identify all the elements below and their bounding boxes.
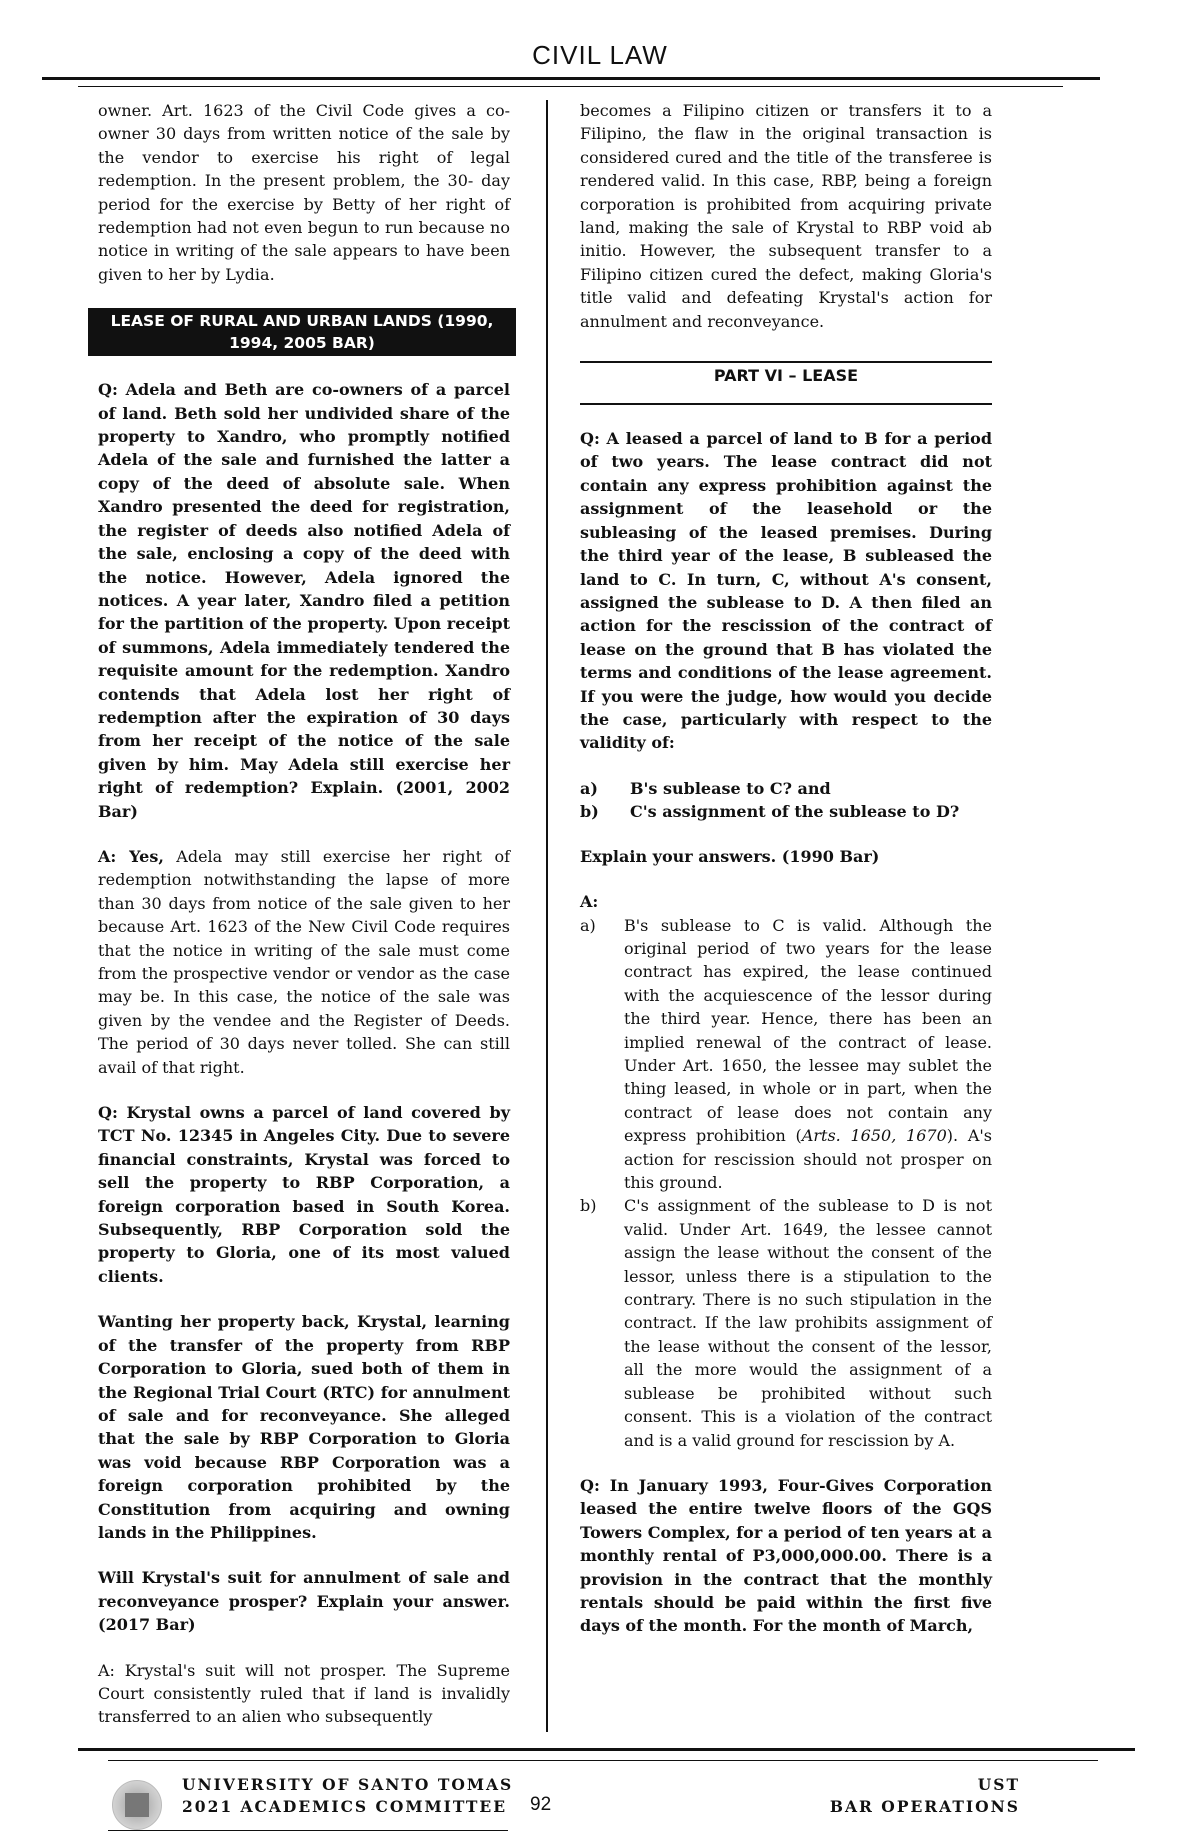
question-lease: Q: A leased a parcel of land to B for a period of two years. The lease contract did not contain any express prohibition against the assignment of the leasehold or the subleasing of the leased premises. During the third year of the lease, B subleased the land to C. In turn, C, without A's consent, assigned the sublease to D. A then filed an action for the rescission of the contract of lease on the ground that B has violated the terms and conditions of the lease agreement. If you were the judge, how would you decide the case, particularly with respect to the validity of: bbox=[580, 429, 992, 753]
question-krystal-allegation: Wanting her property back, Krystal, learning of the transfer of the property from RBP Corporation to Gloria, sued both of them in the Regional Trial Court (RTC) for annulment of sale and for reconveyance. She alleged that the sale by RBP Corporation to Gloria was void because RBP Corporation was a foreign corporation prohibited by the Constitution from acquiring and owning lands in the Philippines. bbox=[98, 1312, 510, 1542]
answer-krystal: A: Krystal's suit will not prosper. The Supreme Court consistently ruled that if land is invalidly transferred to an alien who subsequently bbox=[98, 1660, 510, 1727]
footer-rule-bottom bbox=[108, 1830, 508, 1831]
part-title: PART VI – LEASE bbox=[580, 361, 992, 405]
question-four-gives: Q: In January 1993, Four-Gives Corporation leased the entire twelve floors of the GQS Towers Complex, for a period of ten years at a monthly rental of P3,000,000.00. There is a provision in the contract that the monthly rentals should be paid within the first five days of the month. For the month of March, bbox=[580, 1475, 992, 1636]
header-rule bbox=[42, 77, 1100, 80]
header-rule-thin bbox=[78, 86, 1063, 87]
citation: Arts. 1650, 1670 bbox=[801, 1126, 947, 1146]
sub-question: b) C's assignment of the sublease to D? bbox=[580, 801, 960, 821]
sub-questions bbox=[580, 777, 992, 823]
section-banner: LEASE OF RURAL AND URBAN LANDS (1990, 1994, 2005 BAR) bbox=[88, 308, 516, 356]
page-number: 92 bbox=[530, 1794, 552, 1815]
answer-lead: A: Yes, bbox=[98, 846, 164, 866]
page-header-title: CIVIL LAW bbox=[532, 40, 668, 70]
question-krystal-ask: Will Krystal's suit for annulment of sale and reconveyance prosper? Explain your answer. (2017 Bar) bbox=[98, 1568, 510, 1635]
column-divider bbox=[546, 100, 548, 1732]
explain-line: Explain your answers. (1990 Bar) bbox=[580, 846, 880, 866]
footer-rule-thin bbox=[108, 1760, 1098, 1761]
question-krystal-facts: Q: Krystal owns a parcel of land covered by TCT No. 12345 in Angeles City. Due to severe financial constraints, Krystal was forced to sell the property to RBP Corporation, a foreign corporation based in South Korea. Subsequently, RBP Corporation sold the property to Gloria, one of its most valued clients. bbox=[98, 1103, 510, 1286]
footer-rule bbox=[78, 1748, 1135, 1751]
answer-adela bbox=[98, 845, 510, 1079]
answer-item-a: a) B's sublease to C is valid. Although the original period of two years for the lease contract has expired, the lease continued with the acquiescence of the lessor during the third year. Hence, there has been an implied renewal of the contract of lease. Under Art. 1650, the lessee may sublet the thing leased, in whole or in part, when the contract of lease does not contain any express prohibition (Arts. 1650, 1670). A's action for rescission should not prosper on this ground. bbox=[580, 915, 993, 1193]
intro-paragraph: owner. Art. 1623 of the Civil Code gives a co-owner 30 days from written notice of the sale by the vendor to exercise his right of legal redemption. In the present problem, the 30- day period for the exercise by Betty of her right of redemption had not even begun to run because no notice in writing of the sale appears to have been given to her by Lydia. bbox=[98, 101, 510, 284]
answer-label: A: bbox=[580, 892, 599, 912]
question-adela: Q: Adela and Beth are co-owners of a parcel of land. Beth sold her undivided share of the property to Xandro, who promptly notified Adela of the sale and furnished the latter a copy of the deed of absolute sale. When Xandro presented the deed for registration, the register of deeds also notified Adela of the sale, enclosing a copy of the deed with the notice. However, Adela ignored the notices. A year later, Xandro filed a petition for the partition of the property. Upon receipt of summons, Adela immediately tendered the requisite amount for the redemption. Xandro contends that Adela lost her right of redemption after the expiration of 30 days from her receipt of the notice of the sale given by him. May Adela still exercise her right of redemption? Explain. (2001, 2002 Bar) bbox=[98, 380, 510, 821]
right-column bbox=[580, 99, 992, 1638]
answer-item-b: b) C's assignment of the sublease to D is not valid. Under Art. 1649, the lessee cannot assign the lease without the consent of the lessor, unless there is a stipulation to the contrary. There is no such stipulation in the contract. If the law prohibits assignment of the lease without the consent of the lessor, all the more would the assignment of a sublease be prohibited without such consent. This is a violation of the contract and is a valid ground for rescission by A. bbox=[580, 1196, 992, 1450]
continued-paragraph: becomes a Filipino citizen or transfers it to a Filipino, the flaw in the original transaction is considered cured and the title of the transferee is rendered valid. In this case, RBP, being a foreign corporation is prohibited from acquiring private land, making the sale of Krystal to RBP void ab initio. However, the subsequent transfer to a Filipino citizen cured the defect, making Gloria's title valid and defeating Krystal's action for annulment and reconveyance. bbox=[580, 101, 992, 331]
footer-university: UNIVERSITY OF SANTO TOMAS 2021 ACADEMICS COMMITTEE bbox=[182, 1775, 514, 1816]
university-seal-icon bbox=[112, 1780, 162, 1830]
answer-text: Adela may still exercise her right of redemption notwithstanding the lapse of more than 30 days from notice of the sale given to her because Art. 1623 of the New Civil Code requires that the notice in writing of the sale must come from the prospective vendor or vendor as the case may be. In this case, the notice of the sale was given by the vendee and the Register of Deeds. The period of 30 days never tolled. She can still avail of that right. bbox=[98, 846, 510, 1077]
footer-bar-operations: UST BAR OPERATIONS bbox=[829, 1775, 1020, 1816]
left-column bbox=[98, 99, 510, 1729]
sub-question: a) B's sublease to C? and bbox=[580, 778, 831, 798]
